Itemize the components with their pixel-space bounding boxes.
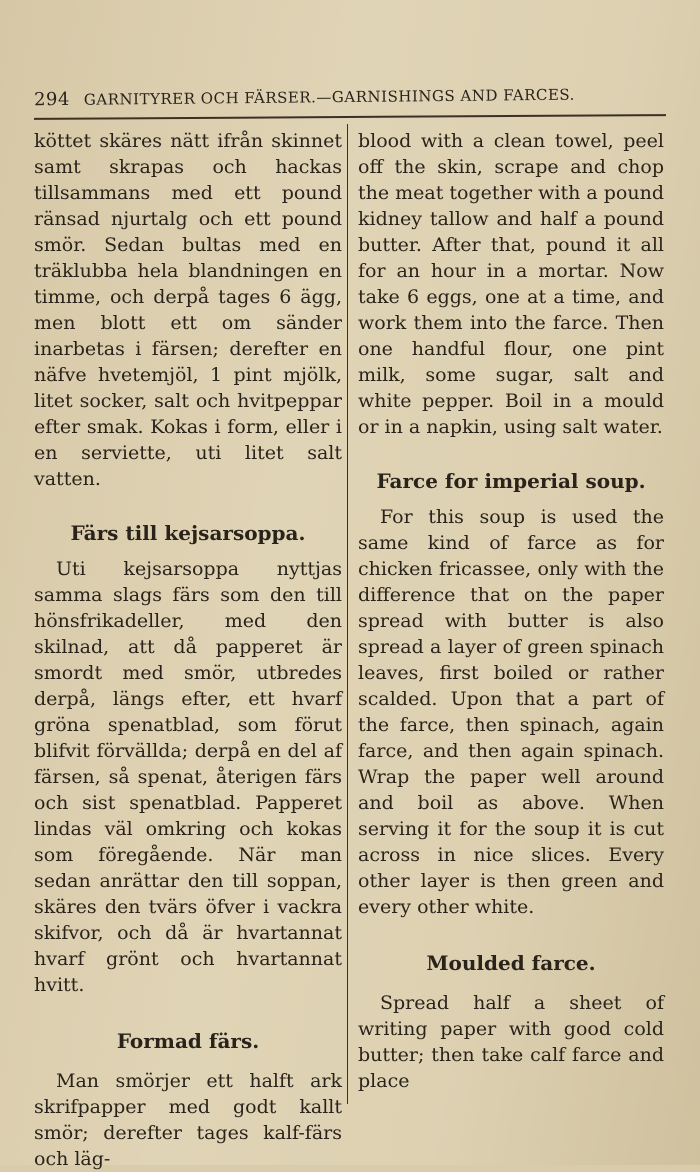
header-rule <box>34 114 666 120</box>
page-number: 294 <box>33 88 70 111</box>
column-divider <box>347 124 348 1104</box>
swedish-heading-imperial-soup: Färs till kejsarsoppa. <box>70 521 306 545</box>
running-title: GARNITYRER OCH FÄRSER.—GARNISHINGS AND FARCES. <box>83 85 575 109</box>
swedish-imperial-soup-paragraph: Uti kejsarsoppa nyttjas samma slags färs som den till hönsfrikadeller, med den skilnad, att då papperet är smordt med smör, utbredes derpå, längs efter, ett hvarf gröna spenatblad, som förut blifvit förvällda; derpå en del af färsen, så spenat, återigen färs och sist spenatblad. Papperet lindas väl omkring och kokas som föregående. När man sedan anrättar den till soppan, skäres den tvärs öfver i vackra skifvor, och då är hvartannat hvarf grönt och hvartannat hvitt. <box>34 558 342 996</box>
page-header <box>34 83 664 111</box>
english-column <box>358 128 664 1094</box>
swedish-continued-paragraph: köttet skäres nätt ifrån skinnet samt skrapas och hackas tillsammans med ett pound ränsad njurtalg och ett pound smör. Sedan bultas med en träklubba hela blandningen en timme, och derpå tages 6 ägg, men blott ett om sänder inarbetas i färsen; derefter en näfve hvetemjöl, 1 pint mjölk, litet socker, salt och hvitpeppar efter smak. Kokas i form, eller i en serviette, uti litet salt vatten. <box>34 130 342 490</box>
english-heading-imperial-soup: Farce for imperial soup. <box>376 469 646 493</box>
english-continued-paragraph: blood with a clean towel, peel off the skin, scrape and chop the meat together with a pound kidney tallow and half a pound butter. After that, pound it all for an hour in a mortar. Now take 6 eggs, one at a time, and work them into the farce. Then one handful flour, one pint milk, some sugar, salt and white pepper. Boil in a mould or in a napkin, using salt water. <box>358 130 664 438</box>
english-heading-moulded-farce: Moulded farce. <box>426 951 596 975</box>
swedish-moulded-farce-paragraph: Man smörjer ett halft ark skrifpapper med godt kallt smör; derefter tages kalf-färs och läg- <box>34 1070 342 1170</box>
english-moulded-farce-paragraph: Spread half a sheet of writing paper with good cold butter; then take calf farce and place <box>358 992 664 1092</box>
swedish-heading-moulded-farce: Formad färs. <box>116 1029 260 1053</box>
english-imperial-soup-paragraph: For this soup is used the same kind of farce as for chicken fricassee, only with the difference that on the paper spread with butter is also spread a layer of green spinach leaves, first boiled or rather scalded. Upon that a part of the farce, then spinach, again farce, and then again spinach. Wrap the paper well around and boil as above. When serving it for the soup it is cut across in nice slices. Every other layer is then green and every other white. <box>358 506 664 918</box>
swedish-column <box>34 128 342 1172</box>
